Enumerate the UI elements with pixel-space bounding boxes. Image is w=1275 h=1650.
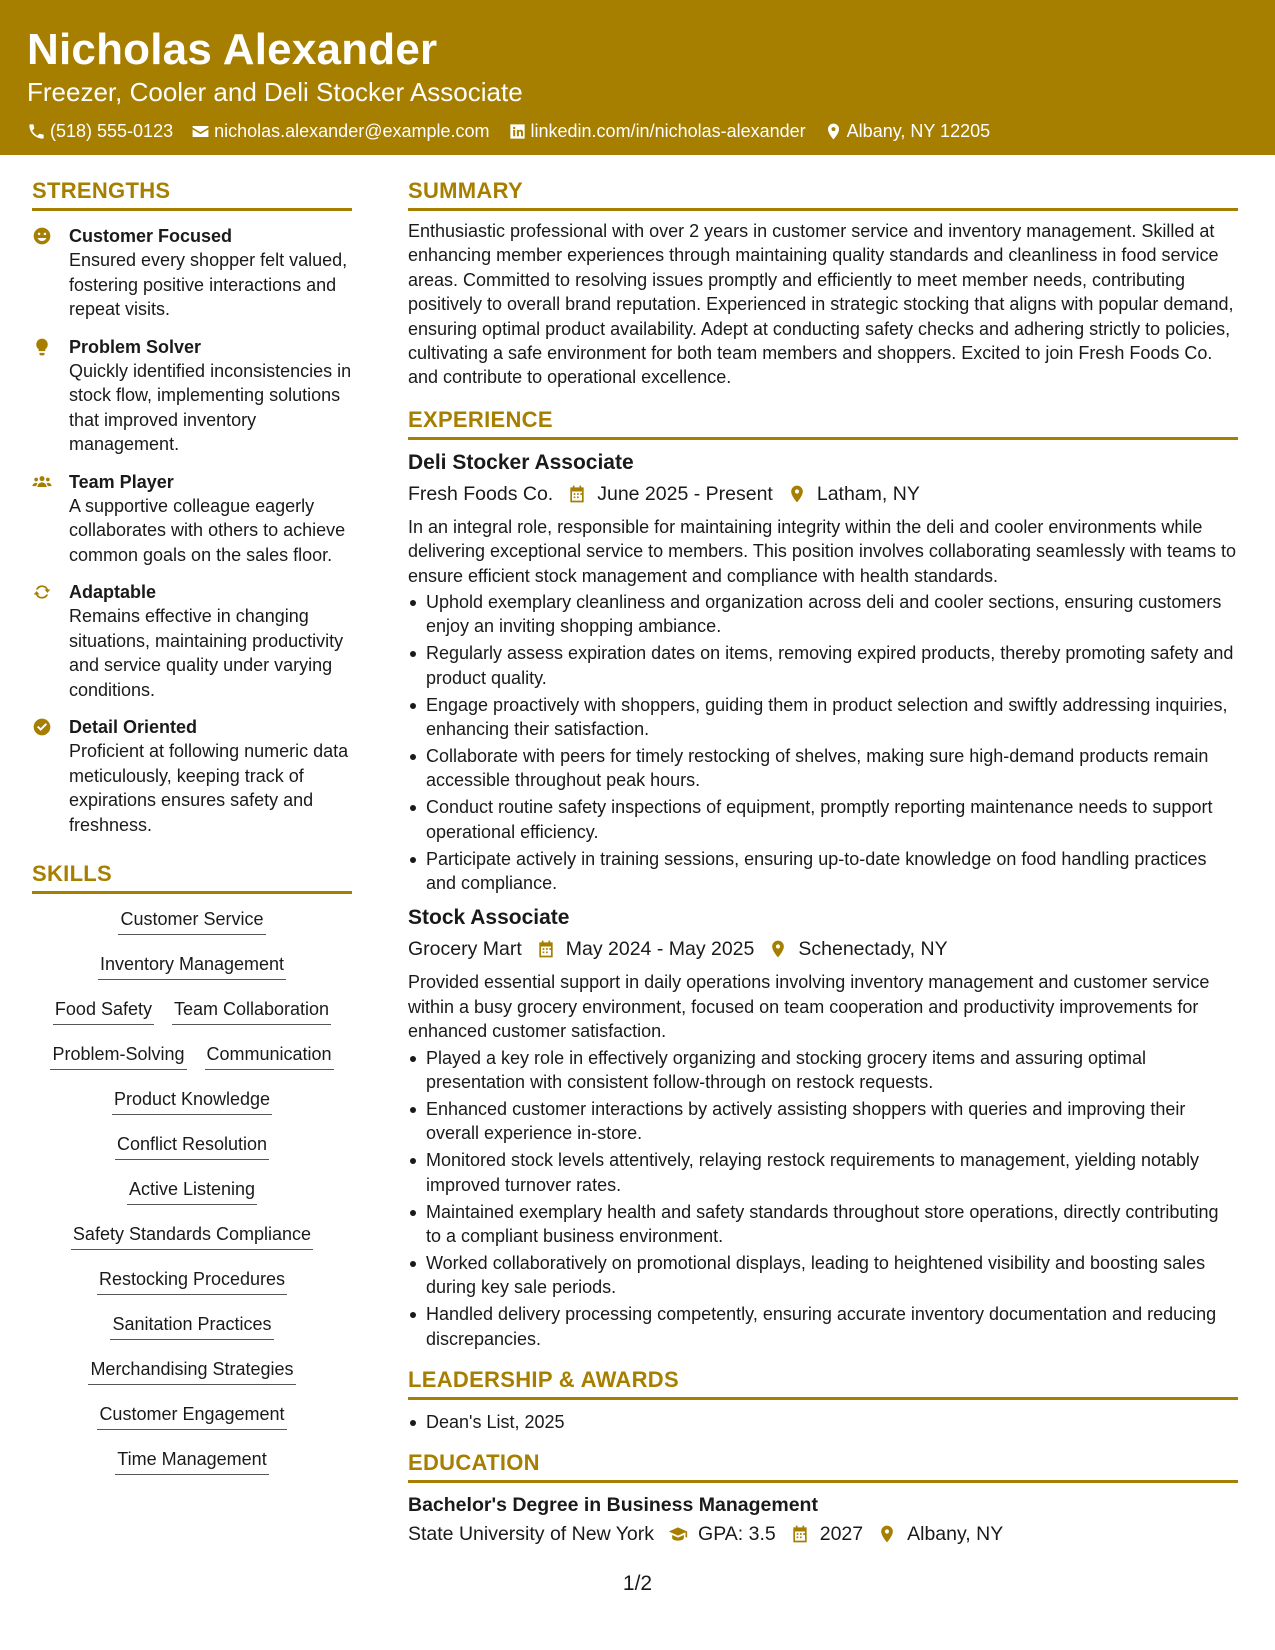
strength-item	[32, 715, 352, 837]
bullet-item: Maintained exemplary health and safety standards throughout store operations, directly contributing to a compliant business environment.	[408, 1200, 1238, 1249]
bullet-item: Handled delivery processing competently, ensuring accurate inventory documentation and reducing discrepancies.	[408, 1302, 1238, 1351]
strength-title: Customer Focused	[69, 226, 233, 246]
job-title: Stock Associate	[408, 906, 570, 930]
awards-heading: LEADERSHIP & AWARDS	[408, 1365, 1238, 1400]
skill-tag: Time Management	[115, 1446, 268, 1475]
summary-heading: SUMMARY	[408, 176, 1238, 211]
skill-tag: Problem-Solving	[50, 1041, 186, 1070]
awards-list	[408, 1410, 1238, 1434]
strength-desc: Quickly identified inconsistencies in stock flow, implementing solutions that improved inventory management.	[69, 360, 352, 454]
map-marker-icon	[824, 122, 843, 141]
job-dates: May 2024 - May 2025	[565, 938, 755, 961]
skill-row	[106, 1446, 277, 1491]
check-circle-icon	[32, 717, 52, 737]
lightbulb-icon	[32, 337, 52, 357]
sync-icon	[32, 582, 52, 602]
skill-row	[41, 1041, 342, 1086]
strength-title: Detail Oriented	[69, 717, 198, 737]
right-column	[408, 176, 1238, 1548]
strength-item	[32, 580, 352, 702]
job-meta	[408, 935, 1238, 963]
candidate-title: Freezer, Cooler and Deli Stocker Associate	[27, 77, 523, 107]
location-text: Albany, NY 12205	[846, 121, 991, 141]
skill-tag: Safety Standards Compliance	[71, 1221, 313, 1250]
contact-bar	[27, 120, 1248, 142]
phone-icon	[27, 122, 46, 141]
education-heading: EDUCATION	[408, 1448, 1238, 1483]
map-marker-icon	[768, 939, 788, 959]
strength-title: Problem Solver	[69, 336, 202, 357]
skill-row	[88, 1266, 296, 1311]
skill-tag: Sanitation Practices	[110, 1311, 273, 1340]
strength-desc: A supportive colleague eagerly collaborates with others to achieve common goals on the sales floor.	[69, 495, 346, 565]
skill-tag: Customer Service	[118, 906, 265, 935]
job-location: Schenectady, NY	[798, 938, 948, 961]
job-description: Provided essential support in daily operations involving inventory management and customer service within a busy grocery environment, focused on team cooperation and productivity improvements for enhanced customer satisfaction.	[408, 972, 1210, 1042]
education-year: 2027	[819, 1523, 864, 1546]
skill-row	[118, 1176, 266, 1221]
skill-row	[44, 996, 340, 1041]
job-bullets	[408, 1046, 1238, 1351]
job-location: Latham, NY	[816, 482, 920, 505]
strength-item	[32, 470, 352, 568]
bullet-item: Regularly assess expiration dates on items, removing expired products, thereby promoting safety and product quality.	[408, 641, 1238, 690]
skill-row	[89, 951, 295, 996]
education-location: Albany, NY	[907, 1523, 1004, 1546]
bullet-item: Collaborate with peers for timely restocking of shelves, making sure high-demand products remain accessible throughout peak hours.	[408, 744, 1238, 793]
skill-tag: Product Knowledge	[112, 1086, 272, 1115]
award-item: Dean's List, 2025	[408, 1410, 1238, 1434]
email-text[interactable]: nicholas.alexander@example.com	[214, 121, 490, 141]
skill-row	[103, 1086, 281, 1131]
education-degree: Bachelor's Degree in Business Management	[408, 1494, 818, 1517]
job-meta	[408, 480, 1238, 508]
job-dates: June 2025 - Present	[597, 482, 773, 505]
bullet-item: Engage proactively with shoppers, guiding them in product selection and swiftly addressing inquiries, enhancing their satisfaction.	[408, 693, 1238, 742]
skill-tag: Merchandising Strategies	[88, 1356, 295, 1385]
summary-text: Enthusiastic professional with over 2 years in customer service and inventory management. Skilled at enhancing member experiences through maintaining quality standards and cleanliness in food service areas. Committed to resolving issues promptly and efficiently to meet member needs, contributing positively to overall brand reputation. Experienced in strategic stocking that aligns with popular demand, ensuring optimal product availability. Adept at conducting safety checks and adhering strictly to policies, cultivating a safe environment for both team members and shoppers. Excited to join Fresh Foods Co. and contribute to operational excellence.	[408, 221, 1234, 388]
strength-desc: Ensured every shopper felt valued, fostering positive interactions and repeat visits.	[69, 250, 348, 319]
skill-row	[88, 1401, 295, 1446]
users-icon	[32, 472, 52, 492]
skill-tag: Restocking Procedures	[97, 1266, 287, 1295]
strength-desc: Proficient at following numeric data meticulously, keeping track of expirations ensures safety and freshness.	[69, 741, 349, 835]
job-entry	[408, 904, 1238, 1351]
calendar-icon	[790, 1524, 810, 1544]
skill-tag: Food Safety	[53, 996, 154, 1025]
skill-tag: Inventory Management	[98, 951, 286, 980]
contact-location	[824, 120, 990, 142]
strengths-heading: STRENGTHS	[32, 176, 352, 211]
skill-tag: Communication	[205, 1041, 334, 1070]
candidate-name: Nicholas Alexander	[27, 25, 438, 74]
strength-item	[32, 224, 352, 322]
skills-list	[32, 906, 352, 1491]
linkedin-text[interactable]: linkedin.com/in/nicholas-alexander	[530, 121, 806, 141]
strength-item	[32, 335, 352, 457]
calendar-icon	[567, 484, 587, 504]
bullet-item: Enhanced customer interactions by actively assisting shoppers with queries and improving their overall experience in-store.	[408, 1097, 1238, 1146]
job-company: Fresh Foods Co.	[408, 482, 554, 505]
bullet-item: Monitored stock levels attentively, relaying restock requirements to management, yielding notably improved turnover rates.	[408, 1148, 1238, 1197]
map-marker-icon	[787, 484, 807, 504]
skill-tag: Conflict Resolution	[115, 1131, 269, 1160]
contact-email[interactable]	[191, 120, 489, 142]
job-company: Grocery Mart	[408, 938, 522, 961]
smile-icon	[32, 226, 52, 246]
left-column	[32, 176, 352, 1491]
skills-heading: SKILLS	[32, 859, 352, 894]
experience-heading: EXPERIENCE	[408, 405, 1238, 440]
skill-tag: Customer Engagement	[97, 1401, 286, 1430]
linkedin-icon	[508, 122, 527, 141]
map-marker-icon	[877, 1524, 897, 1544]
strength-title: Adaptable	[69, 582, 157, 602]
skill-tag: Team Collaboration	[172, 996, 331, 1025]
phone-text: (518) 555-0123	[50, 121, 174, 141]
bullet-item: Worked collaboratively on promotional displays, leading to heightened visibility and boosting sales during key sale periods.	[408, 1251, 1238, 1300]
job-entry	[408, 449, 1238, 896]
envelope-icon	[191, 122, 210, 141]
bullet-item: Conduct routine safety inspections of equipment, promptly reporting maintenance needs to support operational efficiency.	[408, 795, 1238, 844]
bullet-item: Uphold exemplary cleanliness and organization across deli and cooler sections, ensuring customers enjoy an inviting shopping ambiance.	[408, 590, 1238, 639]
contact-phone	[27, 120, 173, 142]
education-gpa: GPA: 3.5	[698, 1523, 776, 1546]
strength-desc: Remains effective in changing situations, maintaining productivity and service quality under varying conditions.	[69, 606, 344, 700]
job-bullets	[408, 590, 1238, 895]
strength-title: Team Player	[69, 471, 174, 492]
education-meta	[408, 1520, 1238, 1548]
graduation-cap-icon	[668, 1524, 688, 1544]
calendar-icon	[536, 939, 556, 959]
job-title: Deli Stocker Associate	[408, 450, 634, 474]
bullet-item: Played a key role in effectively organizing and stocking grocery items and assuring optimal presentation with consistent follow-through on restock requests.	[408, 1046, 1238, 1095]
skill-row	[109, 906, 274, 951]
skill-row	[79, 1356, 304, 1401]
page-number: 1/2	[622, 1572, 653, 1595]
bullet-item: Participate actively in training sessions, ensuring up-to-date knowledge on food handling practices and compliance.	[408, 847, 1238, 896]
skill-row	[106, 1131, 278, 1176]
resume-header	[0, 0, 1275, 155]
education-school: State University of New York	[408, 1523, 655, 1546]
job-description: In an integral role, responsible for maintaining integrity within the deli and cooler environments while delivering exceptional service to members. This position involves collaborating seamlessly with teams to ensure efficient stock management and compliance with health standards.	[408, 516, 1237, 586]
skill-row	[62, 1221, 322, 1266]
contact-linkedin[interactable]	[508, 120, 806, 142]
skill-row	[101, 1311, 282, 1356]
skill-tag: Active Listening	[127, 1176, 257, 1205]
